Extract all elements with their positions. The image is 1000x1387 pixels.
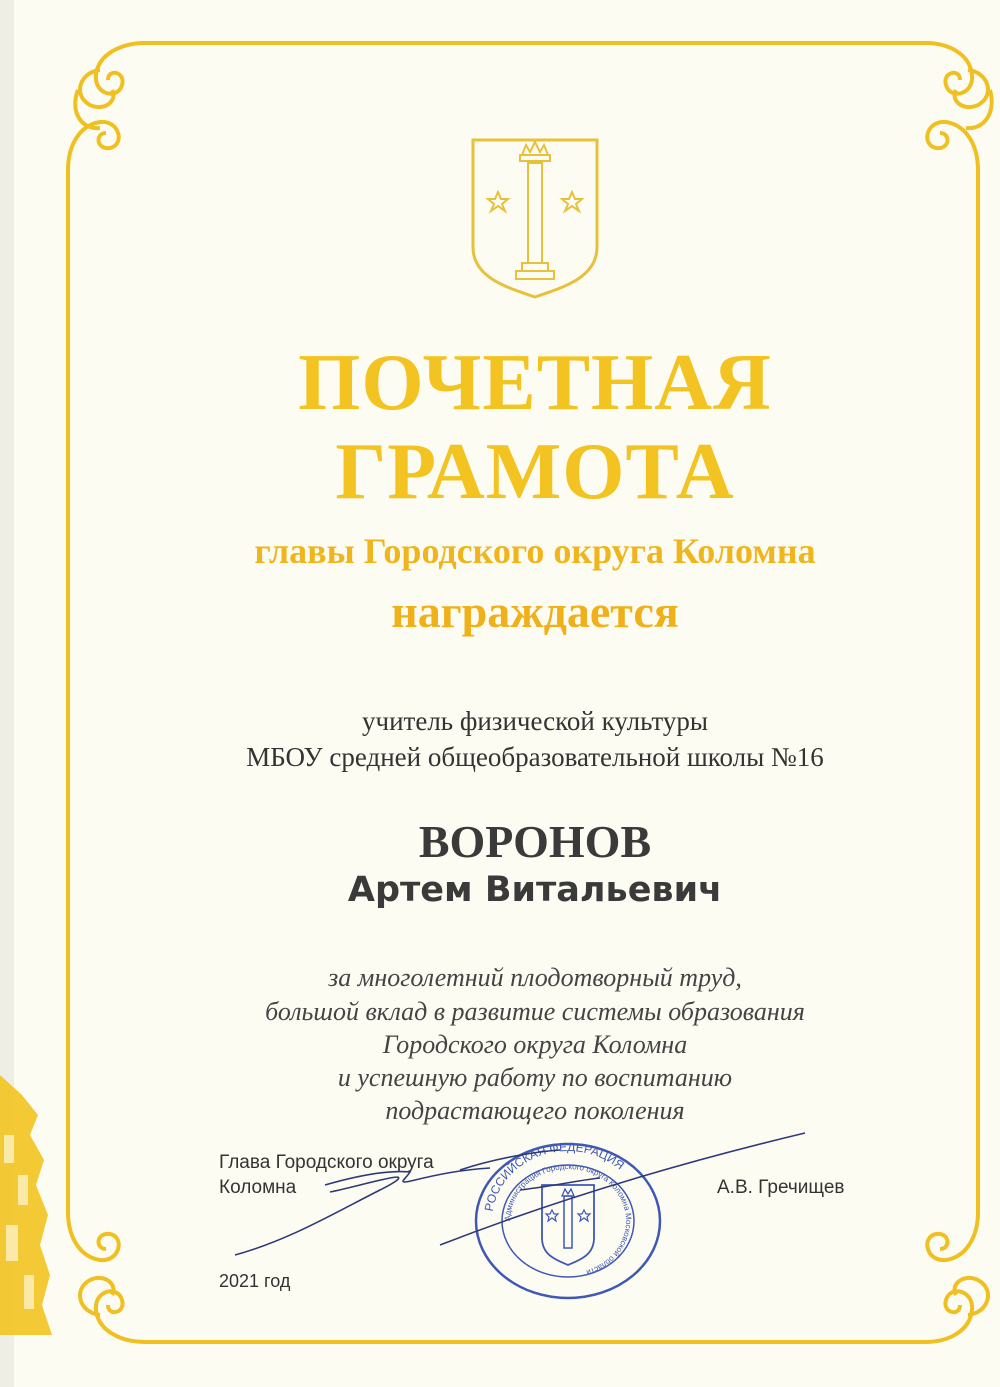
certificate-title-line1: ПОЧЕТНАЯ <box>298 339 772 427</box>
certificate-title-line2: ГРАМОТА <box>335 428 735 516</box>
reason-line: и успешную работу по воспитанию <box>337 1063 733 1092</box>
position-line-1: учитель физической культуры <box>362 706 708 736</box>
recipient-surname: ВОРОНОВ <box>418 816 652 867</box>
handwritten-signature <box>230 1130 820 1260</box>
recipient-given-names: Артем Витальевич <box>347 870 723 910</box>
reason-line: подрастающего поколения <box>385 1096 685 1125</box>
reason-line: большой вклад в развитие системы образования <box>265 997 805 1026</box>
coat-of-arms <box>470 137 600 299</box>
signatory-title-line2: Коломна <box>219 1177 297 1198</box>
reason-line: за многолетний плодотворный труд, <box>328 963 742 992</box>
issue-year: 2021 год <box>219 1271 291 1291</box>
position-line-2: МБОУ средней общеобразовательной школы №16 <box>246 742 824 772</box>
signatory-title-line1: Глава Городского округа <box>219 1152 434 1173</box>
certificate-subtitle: главы Городского округа Коломна <box>254 531 816 571</box>
signatory-name: А.В. Гречищев <box>717 1177 845 1198</box>
seal-outer-text: РОССИЙСКАЯ ФЕДЕРАЦИЯ <box>481 1140 628 1213</box>
reason-line: Городского округа Коломна <box>382 1030 688 1059</box>
seal-inner-text: Администрация Городского округа Коломна Московской области <box>502 1161 634 1278</box>
awarded-label: награждается <box>391 586 679 637</box>
left-edge-decoration <box>0 1075 52 1335</box>
